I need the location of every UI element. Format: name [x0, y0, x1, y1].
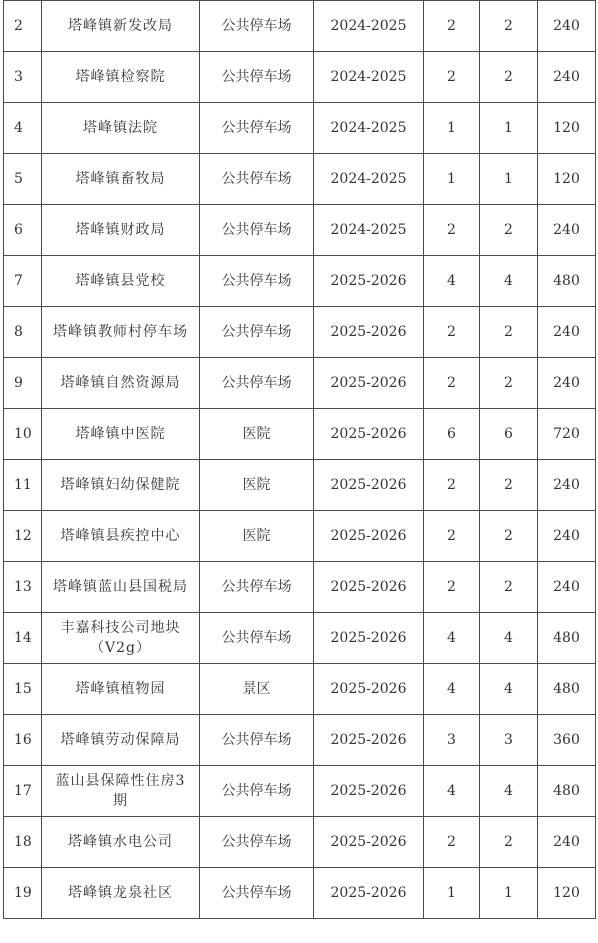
site-type-cell: 公共停车场 — [200, 715, 314, 766]
count-b-cell: 2 — [480, 511, 538, 562]
row-number-cell: 10 — [4, 409, 42, 460]
location-name-cell — [42, 52, 200, 103]
site-type-cell: 医院 — [200, 409, 314, 460]
location-name-text: 塔峰镇中医院 — [75, 426, 166, 442]
capacity-cell: 480 — [538, 766, 596, 817]
site-type-cell: 公共停车场 — [200, 307, 314, 358]
site-type-cell: 公共停车场 — [200, 103, 314, 154]
count-b-cell: 2 — [480, 205, 538, 256]
capacity-cell: 480 — [538, 613, 596, 664]
row-number-cell: 14 — [4, 613, 42, 664]
count-a-cell: 1 — [424, 868, 480, 919]
capacity-cell: 240 — [538, 460, 596, 511]
table-row — [4, 52, 596, 103]
period-cell: 2024-2025 — [314, 52, 424, 103]
row-number-cell: 12 — [4, 511, 42, 562]
count-a-cell: 2 — [424, 52, 480, 103]
location-name-cell — [42, 613, 200, 664]
capacity-cell: 240 — [538, 1, 596, 52]
location-name-text-line2: 期 — [113, 793, 128, 809]
location-name-cell — [42, 1, 200, 52]
table-row — [4, 664, 596, 715]
count-a-cell: 4 — [424, 664, 480, 715]
count-b-cell: 2 — [480, 358, 538, 409]
period-cell: 2025-2026 — [314, 511, 424, 562]
table-row — [4, 358, 596, 409]
row-number-cell: 19 — [4, 868, 42, 919]
capacity-cell: 240 — [538, 52, 596, 103]
location-name-cell — [42, 307, 200, 358]
row-number-cell: 16 — [4, 715, 42, 766]
location-name-text-line2: （V2g） — [90, 640, 151, 656]
site-type-cell: 公共停车场 — [200, 256, 314, 307]
count-b-cell: 4 — [480, 256, 538, 307]
count-b-cell: 2 — [480, 307, 538, 358]
site-type-cell: 公共停车场 — [200, 154, 314, 205]
site-type-cell: 公共停车场 — [200, 766, 314, 817]
period-cell: 2024-2025 — [314, 103, 424, 154]
location-name-text: 塔峰镇检察院 — [75, 69, 166, 85]
count-a-cell: 3 — [424, 715, 480, 766]
table-row — [4, 868, 596, 919]
capacity-cell: 240 — [538, 562, 596, 613]
period-cell: 2025-2026 — [314, 256, 424, 307]
site-type-cell: 公共停车场 — [200, 562, 314, 613]
count-a-cell: 2 — [424, 562, 480, 613]
capacity-cell: 240 — [538, 511, 596, 562]
count-a-cell: 6 — [424, 409, 480, 460]
location-name-cell — [42, 715, 200, 766]
row-number-cell: 15 — [4, 664, 42, 715]
capacity-cell: 120 — [538, 154, 596, 205]
row-number-cell: 4 — [4, 103, 42, 154]
capacity-cell: 240 — [538, 817, 596, 868]
count-b-cell: 4 — [480, 766, 538, 817]
table-row — [4, 817, 596, 868]
row-number-cell: 5 — [4, 154, 42, 205]
location-name-cell — [42, 256, 200, 307]
location-name-cell — [42, 664, 200, 715]
count-a-cell: 1 — [424, 103, 480, 154]
site-type-cell: 公共停车场 — [200, 1, 314, 52]
row-number-cell: 13 — [4, 562, 42, 613]
count-a-cell: 4 — [424, 256, 480, 307]
site-type-cell: 景区 — [200, 664, 314, 715]
row-number-cell: 8 — [4, 307, 42, 358]
period-cell: 2025-2026 — [314, 766, 424, 817]
capacity-cell: 240 — [538, 358, 596, 409]
count-b-cell: 2 — [480, 1, 538, 52]
count-a-cell: 2 — [424, 511, 480, 562]
location-name-cell — [42, 358, 200, 409]
count-b-cell: 2 — [480, 817, 538, 868]
capacity-cell: 360 — [538, 715, 596, 766]
table-row — [4, 766, 596, 817]
charging-station-table — [3, 0, 596, 919]
table-row — [4, 460, 596, 511]
site-type-cell: 公共停车场 — [200, 868, 314, 919]
location-name-cell — [42, 562, 200, 613]
count-b-cell: 2 — [480, 52, 538, 103]
location-name-text: 塔峰镇畜牧局 — [75, 171, 166, 187]
table-row — [4, 715, 596, 766]
count-a-cell: 4 — [424, 613, 480, 664]
location-name-text: 塔峰镇妇幼保健院 — [60, 477, 181, 493]
location-name-cell — [42, 868, 200, 919]
location-name-cell — [42, 511, 200, 562]
table-row — [4, 409, 596, 460]
capacity-cell: 720 — [538, 409, 596, 460]
location-name-text: 塔峰镇龙泉社区 — [68, 885, 173, 901]
location-name-text: 塔峰镇劳动保障局 — [60, 732, 181, 748]
location-name-text: 塔峰镇县疾控中心 — [60, 528, 181, 544]
row-number-cell: 6 — [4, 205, 42, 256]
period-cell: 2025-2026 — [314, 409, 424, 460]
site-type-cell: 公共停车场 — [200, 205, 314, 256]
site-type-cell: 公共停车场 — [200, 613, 314, 664]
location-name-cell — [42, 409, 200, 460]
count-b-cell: 3 — [480, 715, 538, 766]
site-type-cell: 公共停车场 — [200, 817, 314, 868]
location-name-cell — [42, 817, 200, 868]
count-b-cell: 2 — [480, 562, 538, 613]
period-cell: 2025-2026 — [314, 613, 424, 664]
count-b-cell: 4 — [480, 613, 538, 664]
location-name-text: 塔峰镇蓝山县国税局 — [53, 579, 188, 595]
location-name-cell — [42, 154, 200, 205]
table-row — [4, 256, 596, 307]
capacity-cell: 480 — [538, 256, 596, 307]
row-number-cell: 3 — [4, 52, 42, 103]
period-cell: 2025-2026 — [314, 868, 424, 919]
count-a-cell: 1 — [424, 154, 480, 205]
count-b-cell: 1 — [480, 154, 538, 205]
location-name-cell — [42, 205, 200, 256]
table-row — [4, 562, 596, 613]
table-row — [4, 154, 596, 205]
location-name-text: 塔峰镇水电公司 — [68, 834, 173, 850]
count-b-cell: 6 — [480, 409, 538, 460]
location-name-text: 塔峰镇自然资源局 — [60, 375, 181, 391]
row-number-cell: 7 — [4, 256, 42, 307]
location-name-text: 丰嘉科技公司地块 — [60, 620, 181, 636]
count-a-cell: 2 — [424, 307, 480, 358]
period-cell: 2025-2026 — [314, 664, 424, 715]
location-name-text: 塔峰镇县党校 — [75, 273, 166, 289]
period-cell: 2025-2026 — [314, 562, 424, 613]
row-number-cell: 17 — [4, 766, 42, 817]
table-row — [4, 205, 596, 256]
location-name-cell — [42, 766, 200, 817]
location-name-cell — [42, 103, 200, 154]
site-type-cell: 公共停车场 — [200, 52, 314, 103]
table-row — [4, 1, 596, 52]
period-cell: 2025-2026 — [314, 715, 424, 766]
period-cell: 2025-2026 — [314, 358, 424, 409]
table-row — [4, 103, 596, 154]
capacity-cell: 120 — [538, 103, 596, 154]
location-name-text: 塔峰镇植物园 — [75, 681, 166, 697]
location-name-text: 塔峰镇新发改局 — [68, 18, 173, 34]
row-number-cell: 2 — [4, 1, 42, 52]
row-number-cell: 9 — [4, 358, 42, 409]
site-type-cell: 医院 — [200, 511, 314, 562]
site-type-cell: 医院 — [200, 460, 314, 511]
site-type-cell: 公共停车场 — [200, 358, 314, 409]
location-name-cell — [42, 460, 200, 511]
count-a-cell: 2 — [424, 358, 480, 409]
table-row — [4, 307, 596, 358]
capacity-cell: 240 — [538, 205, 596, 256]
period-cell: 2025-2026 — [314, 817, 424, 868]
count-b-cell: 4 — [480, 664, 538, 715]
count-a-cell: 2 — [424, 205, 480, 256]
count-a-cell: 2 — [424, 1, 480, 52]
period-cell: 2024-2025 — [314, 1, 424, 52]
count-a-cell: 2 — [424, 817, 480, 868]
count-b-cell: 1 — [480, 868, 538, 919]
count-a-cell: 4 — [424, 766, 480, 817]
table-row — [4, 511, 596, 562]
count-a-cell: 2 — [424, 460, 480, 511]
table-row — [4, 613, 596, 664]
count-b-cell: 1 — [480, 103, 538, 154]
period-cell: 2024-2025 — [314, 154, 424, 205]
location-name-text: 塔峰镇财政局 — [75, 222, 166, 238]
capacity-cell: 480 — [538, 664, 596, 715]
capacity-cell: 120 — [538, 868, 596, 919]
table-body — [4, 1, 596, 919]
period-cell: 2024-2025 — [314, 205, 424, 256]
period-cell: 2025-2026 — [314, 307, 424, 358]
period-cell: 2025-2026 — [314, 460, 424, 511]
row-number-cell: 11 — [4, 460, 42, 511]
count-b-cell: 2 — [480, 460, 538, 511]
location-name-text: 塔峰镇法院 — [83, 120, 158, 136]
capacity-cell: 240 — [538, 307, 596, 358]
location-name-text: 塔峰镇教师村停车场 — [53, 324, 188, 340]
row-number-cell: 18 — [4, 817, 42, 868]
location-name-text: 蓝山县保障性住房3 — [55, 773, 186, 789]
